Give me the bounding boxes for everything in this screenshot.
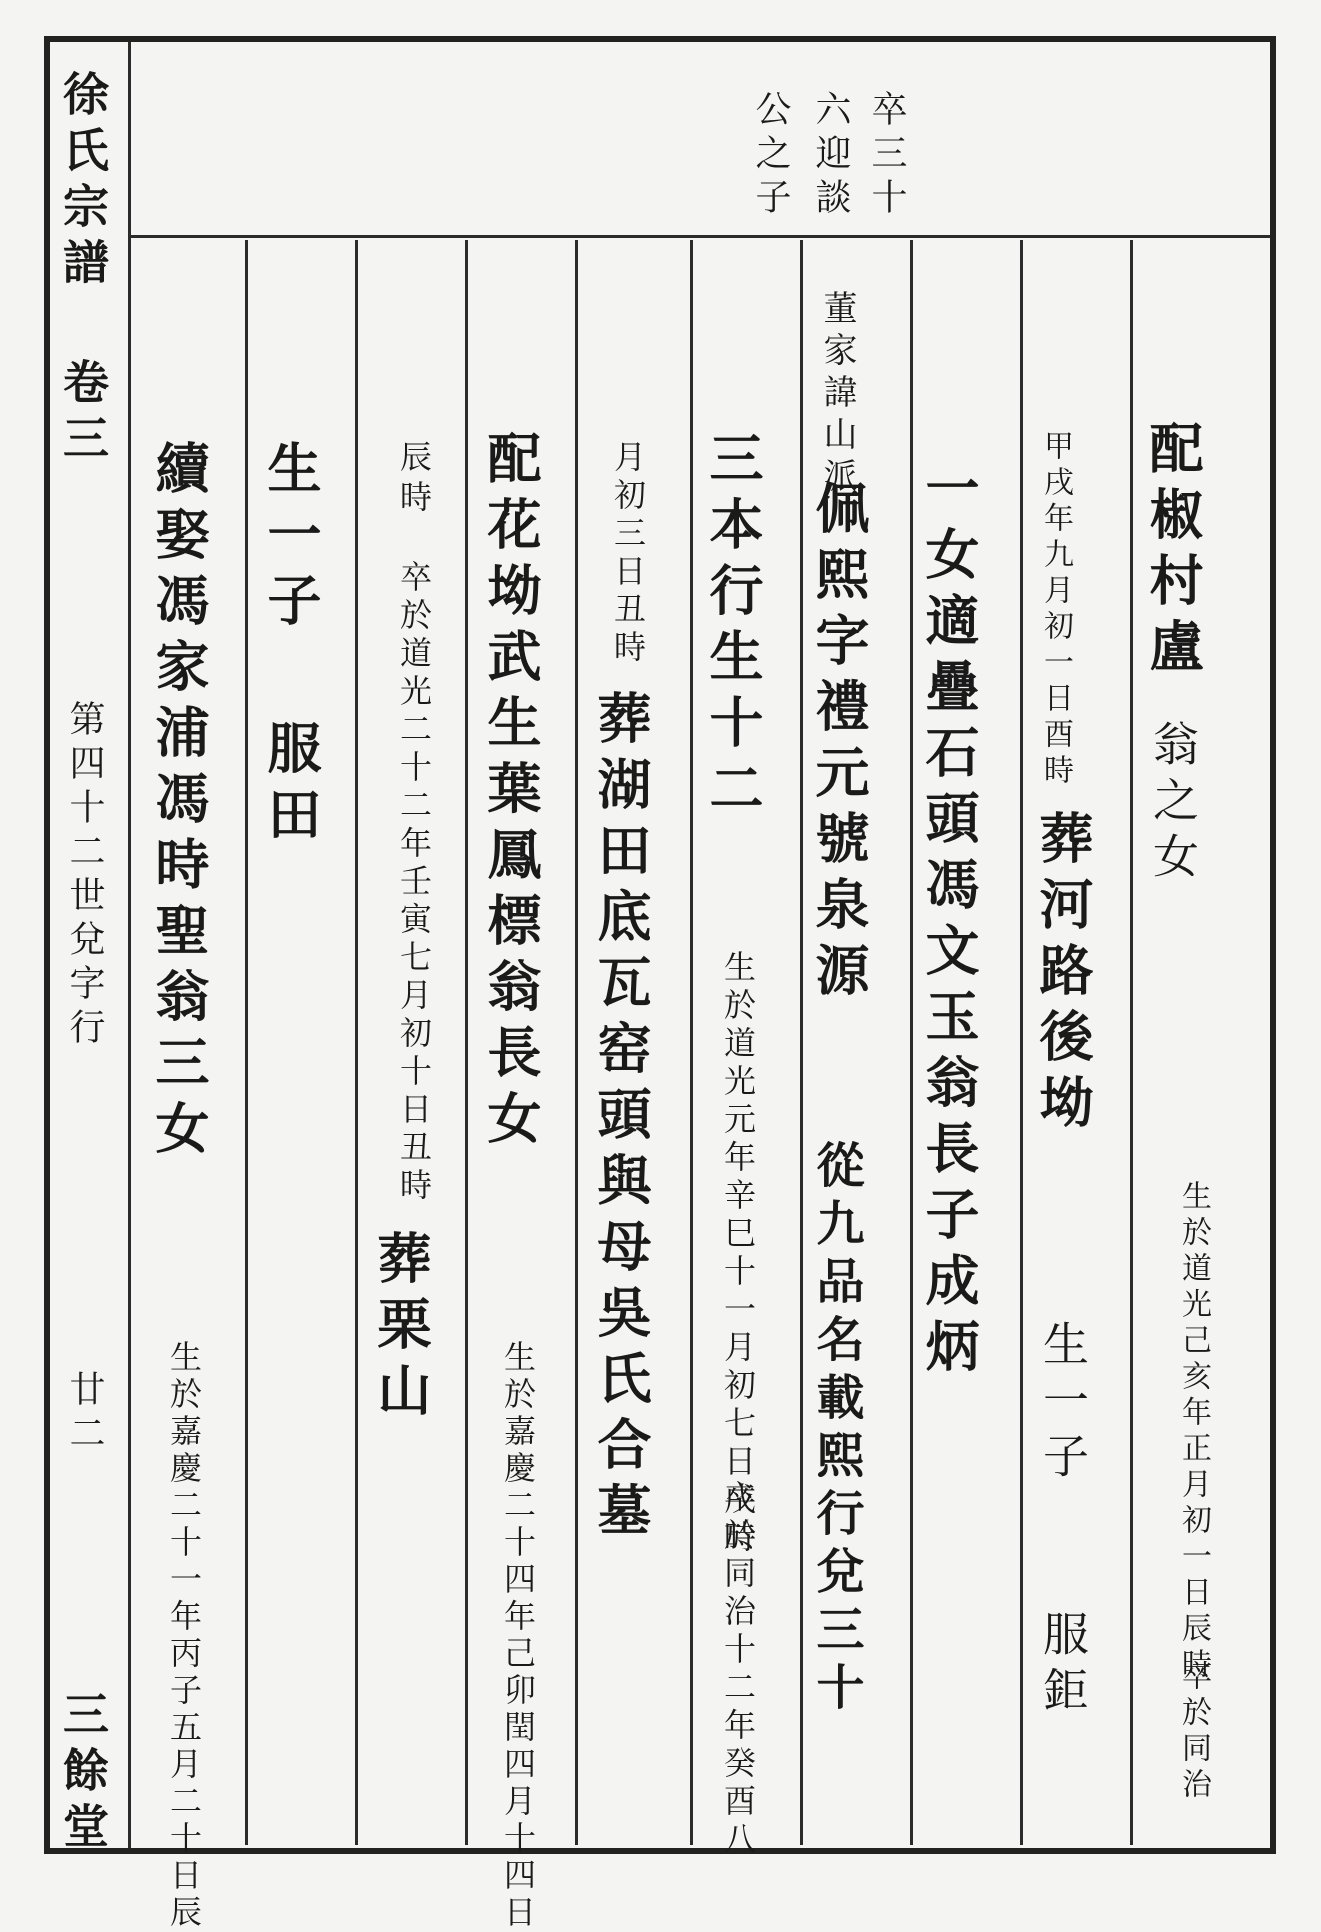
col5-small-a: 生於道光元年辛巳十一月初七日戌時 (719, 950, 757, 1558)
col8-small: 卒於道光二十二年壬寅七月初十日丑時 (395, 560, 433, 1206)
col1-main: 配椒村盧 (1141, 420, 1205, 684)
col9-main: 生一子 (259, 440, 323, 638)
col1-b: 生於道光己亥年正月初一日辰時 (1176, 1180, 1211, 1684)
col5-main: 三本行生十二 (701, 430, 765, 826)
col2-b: 服鉅 (1036, 1610, 1090, 1722)
column-rule (800, 240, 803, 1845)
margin-title: 徐氏宗譜 卷三 (56, 70, 110, 470)
col4-a: 從九品名載熙行兌三十 (808, 1140, 864, 1720)
column-rule (1020, 240, 1023, 1845)
column-rule (355, 240, 358, 1845)
col10-small: 生於嘉慶二十一年丙子五月二十日辰 (165, 1340, 203, 1932)
col8-small-top: 辰時 (395, 440, 433, 520)
column-rule (465, 240, 468, 1845)
col10-main: 續娶馮家浦馮時聖翁三女 (147, 440, 211, 1166)
col1-a: 翁之女 (1146, 720, 1200, 888)
top-band-rule (130, 235, 1270, 238)
col7-small: 生於嘉慶二十四年己卯閏四月十四日 (499, 1340, 537, 1932)
column-rule (690, 240, 693, 1845)
col2-a: 生一子 (1036, 1320, 1090, 1488)
col3-main: 一女適疊石頭馮文玉翁長子成炳 (917, 460, 981, 1384)
col2-main: 葬河路後坳 (1031, 810, 1095, 1140)
margin-generation: 第四十二世兌字行 (64, 700, 105, 1052)
col9-a: 服田 (259, 720, 323, 852)
top-line-2: 六迎談 (810, 90, 851, 222)
col5-small-b: 卒於同治十二年癸酉八 (719, 1480, 757, 1860)
col1-c: 卒於同治 (1176, 1660, 1211, 1804)
margin-hall-name: 三餘堂 (56, 1690, 110, 1858)
column-rule (245, 240, 248, 1845)
col2-small: 甲戌年九月初一日酉時 (1038, 430, 1073, 790)
col4-small: 董家諱山派 (817, 290, 857, 500)
top-line-1: 卒三十 (866, 90, 907, 222)
margin-rule (128, 42, 131, 1848)
col6-small: 月初三日丑時 (609, 440, 647, 668)
column-rule (575, 240, 578, 1845)
col7-main: 配花坳武生葉鳳標翁長女 (479, 430, 543, 1156)
col4-main: 佩熙字禮元號泉源 (807, 480, 871, 1008)
margin-page-number: 廿二 (64, 1370, 105, 1458)
column-rule (1130, 240, 1133, 1845)
top-line-3: 公之子 (750, 90, 791, 222)
col8-main: 葬栗山 (369, 1230, 433, 1428)
col6-main: 葬湖田底瓦窑頭與母吳氏合墓 (589, 690, 653, 1548)
column-rule (910, 240, 913, 1845)
